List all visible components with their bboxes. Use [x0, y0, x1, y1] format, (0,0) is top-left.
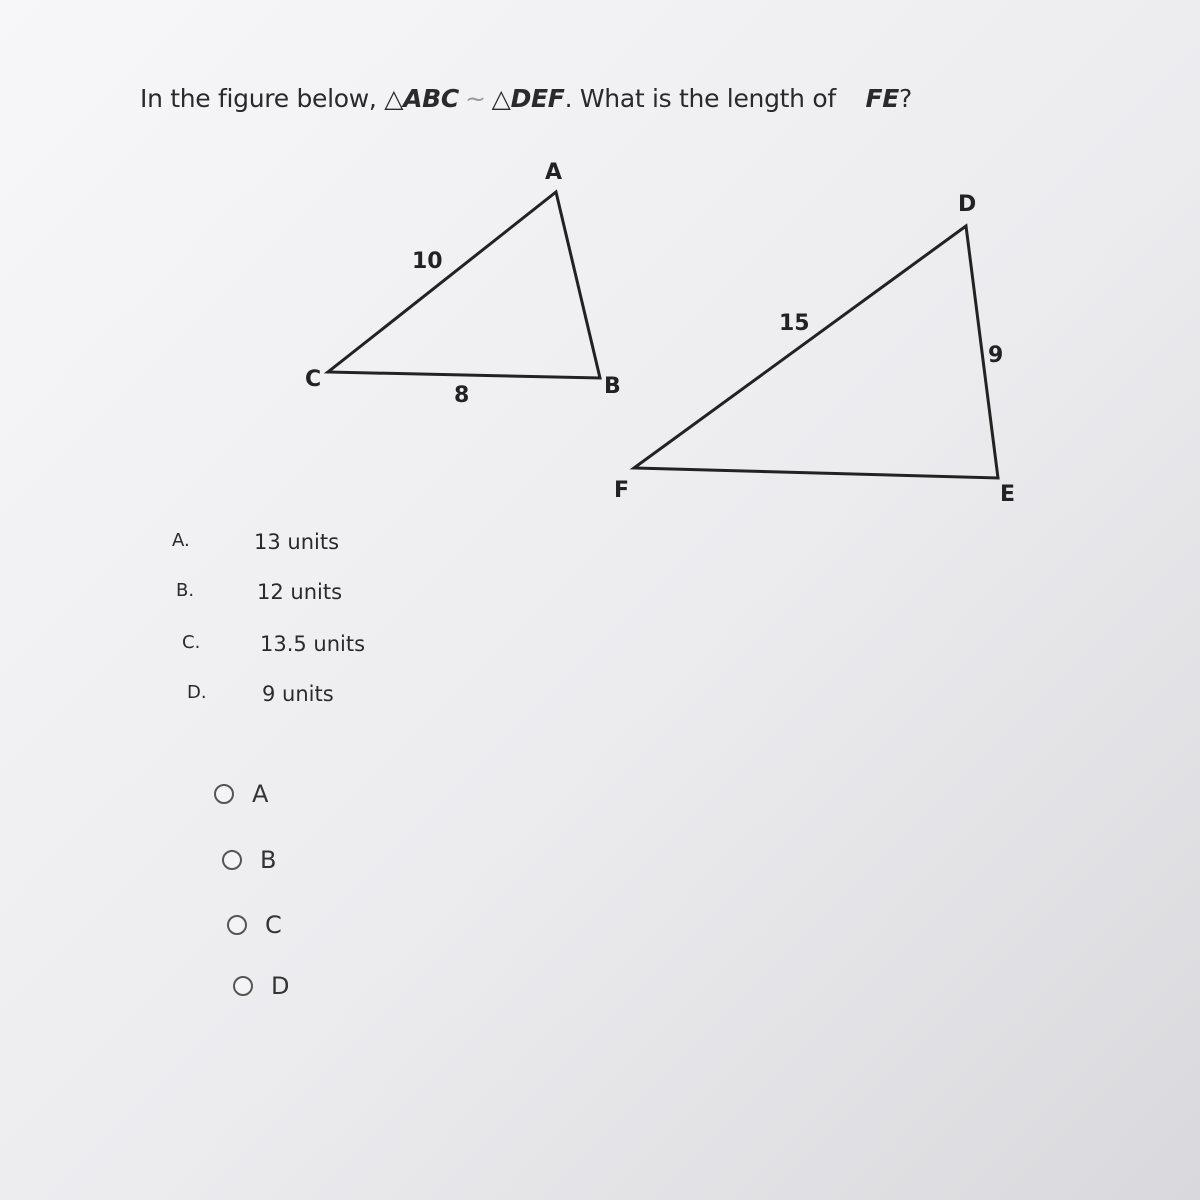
option-a-label: A — [252, 780, 269, 808]
triangle-abc — [305, 160, 621, 408]
option-b[interactable] — [222, 846, 276, 874]
option-d-label: D — [271, 972, 290, 1000]
similar-symbol: ~ — [464, 84, 486, 113]
option-d[interactable] — [233, 972, 289, 1000]
triangle-abc-label: △ABC — [384, 84, 459, 113]
choice-letter-a: A. — [172, 530, 190, 551]
vertex-d-label: D — [958, 192, 977, 217]
side-ca-label: 10 — [412, 249, 443, 274]
radio-button-b[interactable] — [222, 850, 242, 870]
triangle-def — [614, 192, 1015, 507]
radio-button-c[interactable] — [227, 915, 247, 935]
triangle-def-label: △DEF — [491, 84, 565, 113]
option-c-label: C — [265, 911, 282, 939]
option-c[interactable] — [227, 911, 282, 939]
option-a[interactable] — [214, 780, 268, 808]
choice-letter-b: B. — [176, 580, 195, 601]
vertex-c-label: C — [305, 367, 322, 392]
choice-text-c: 13.5 units — [260, 632, 366, 656]
vertex-e-label: E — [1000, 482, 1016, 507]
side-cb-label: 8 — [454, 383, 470, 408]
triangle-abc-shape — [328, 192, 600, 378]
choice-text-d: 9 units — [262, 682, 334, 706]
choice-text-b: 12 units — [257, 580, 343, 604]
vertex-f-label: F — [614, 478, 630, 503]
radio-button-d[interactable] — [233, 976, 253, 996]
side-de-label: 9 — [988, 343, 1004, 368]
choice-letter-d: D. — [187, 682, 207, 703]
vertex-b-label: B — [604, 374, 621, 399]
triangle-def-shape — [634, 226, 998, 478]
vertex-a-label: A — [545, 160, 563, 185]
choice-text-a: 13 units — [254, 530, 340, 554]
target-segment: FE — [865, 84, 900, 113]
question-prefix: In the figure below, — [140, 84, 377, 113]
question-mid: . What is the length of — [564, 84, 836, 113]
question-suffix: ? — [899, 84, 913, 113]
side-fd-label: 15 — [779, 311, 810, 336]
option-b-label: B — [260, 846, 277, 874]
radio-button-a[interactable] — [214, 784, 234, 804]
choice-letter-c: C. — [182, 632, 201, 653]
